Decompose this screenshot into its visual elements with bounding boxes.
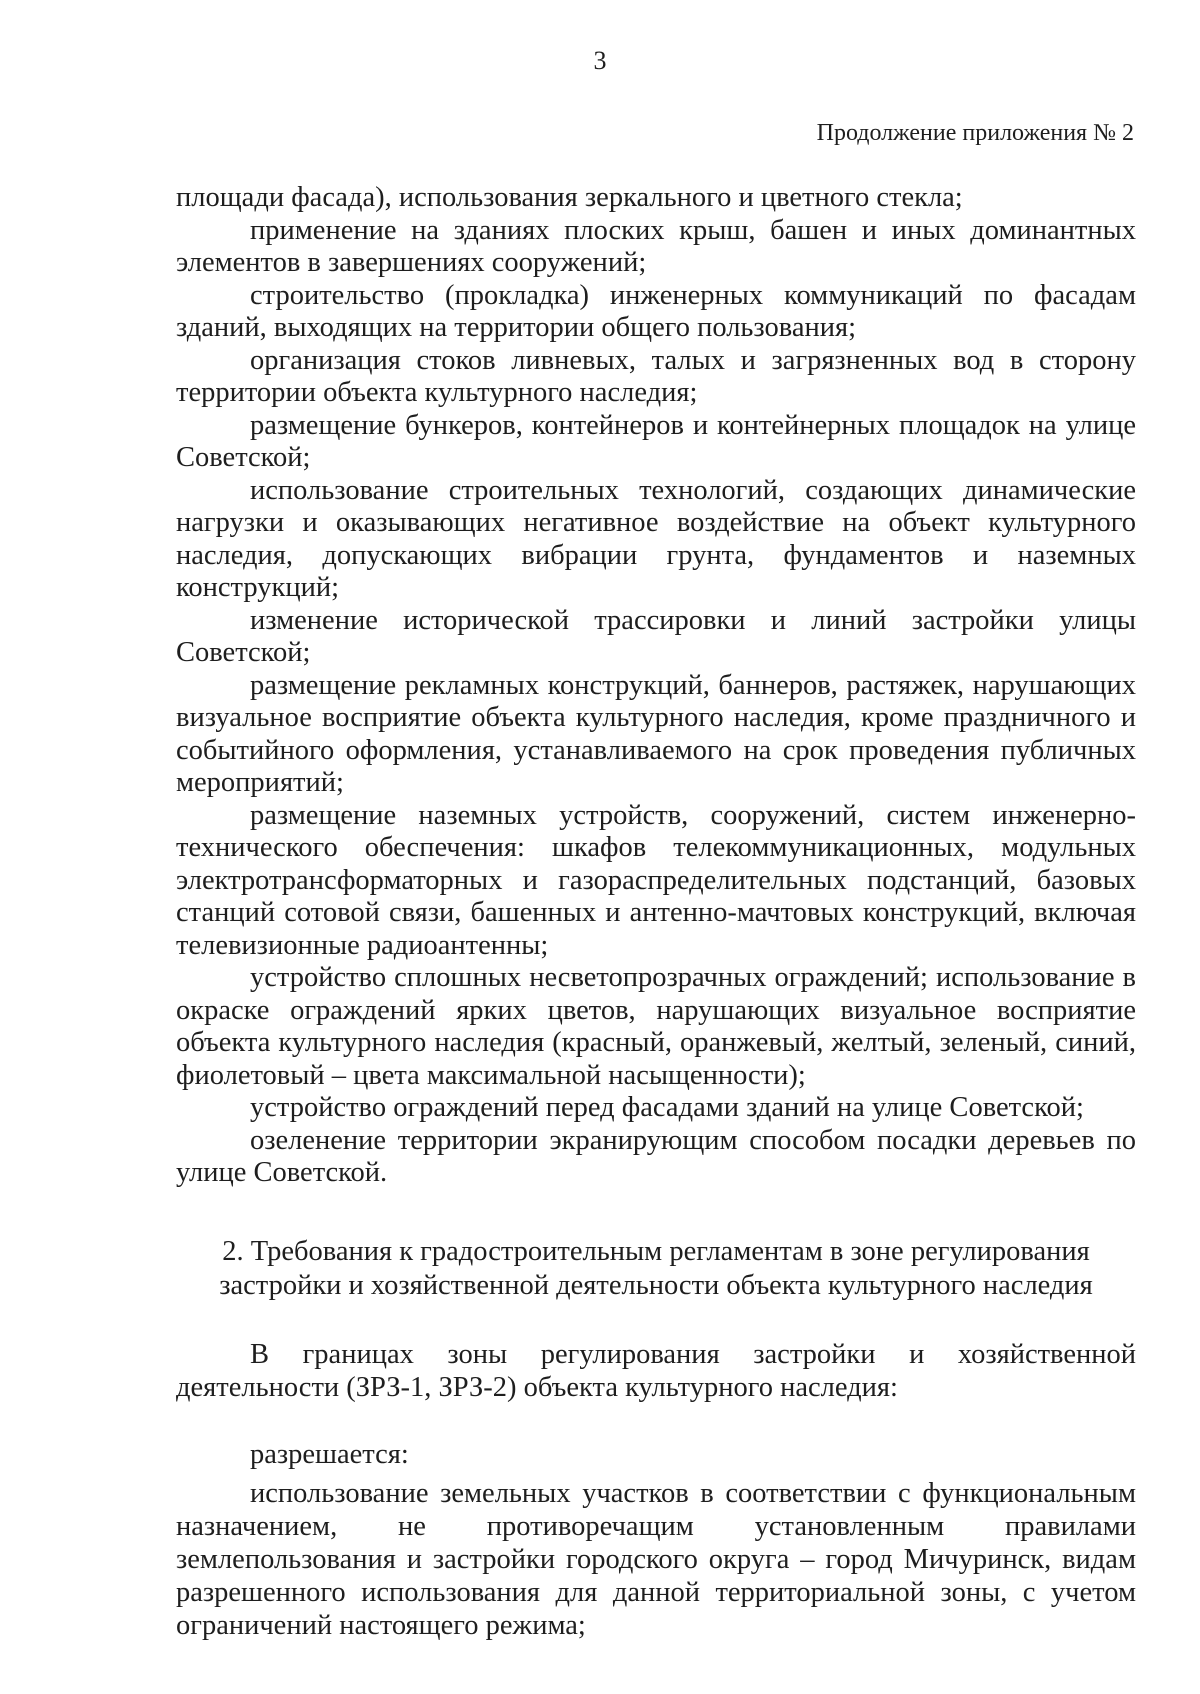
list-item: использование строительных технологий, создающих динамические нагрузки и оказывающих негативное воздействие на объект культурного наследия, допускающих вибрации грунта, фундаментов и наземных конструкций; [176,474,1136,603]
list-item: строительство (прокладка) инженерных коммуникаций по фасадам зданий, выходящих на территории общего пользования; [176,279,1136,343]
list-item: размещение бункеров, контейнеров и контейнерных площадок на улице Советской; [176,409,1136,473]
list-item: устройство ограждений перед фасадами зданий на улице Советской; [250,1092,1084,1123]
list-item: размещение рекламных конструкций, баннеров, растяжек, нарушающих визуальное восприятие объекта культурного наследия, кроме праздничного и событийного оформления, устанавливаемого на срок проведения публичных мероприятий; [176,669,1136,798]
list-item: устройство сплошных несветопрозрачных ограждений; использование в окраске ограждений ярких цветов, нарушающих визуальное восприятие объекта культурного наследия (красный, оранжевый, желтый, зеленый, синий, фиолетовый – цвета максимальной насыщенности); [176,962,1136,1091]
prohibited-list [176,182,1136,1190]
list-item: площади фасада), использования зеркального и цветного стекла; [176,182,963,213]
page-number: 3 [593,46,607,75]
allowed-label: разрешается: [250,1439,409,1470]
section-heading [176,1235,1136,1303]
list-item: изменение исторической трассировки и линий застройки улицы Советской; [176,604,1136,668]
list-item: озеленение территории экранирующим способом посадки деревьев по улице Советской. [176,1124,1136,1188]
allowed-list [176,1438,1136,1642]
list-item: применение на зданиях плоских крыш, башен и иных доминантных элементов в завершениях сооружений; [176,214,1136,278]
list-item: использование земельных участков в соответствии с функциональным назначением, не противоречащим установленным правилами землепользования и застройки городского округа – город Мичуринск, видам разрешенного использования для данной территориальной зоны, с учетом ограничений настоящего режима; [176,1478,1136,1641]
appendix-continuation-note: Продолжение приложения № 2 [816,120,1134,146]
section-heading-line: застройки и хозяйственной деятельности объекта культурного наследия [219,1270,1093,1301]
list-item: организация стоков ливневых, талых и загрязненных вод в сторону территории объекта культурного наследия; [176,344,1136,408]
intro-paragraph: В границах зоны регулирования застройки и хозяйственной деятельности (ЗРЗ-1, ЗРЗ-2) объекта культурного наследия: [176,1339,1136,1403]
section-intro [176,1338,1136,1404]
list-item: размещение наземных устройств, сооружений, систем инженерно-технического обеспечения: шкафов телекоммуникационных, модульных электротрансформаторных и газораспределительных подстанций, базовых станций сотовой связи, башенных и антенно-мачтовых конструкций, включая телевизионные радиоантенны; [176,799,1136,961]
section-heading-line: 2. Требования к градостроительным регламентам в зоне регулирования [222,1236,1090,1267]
